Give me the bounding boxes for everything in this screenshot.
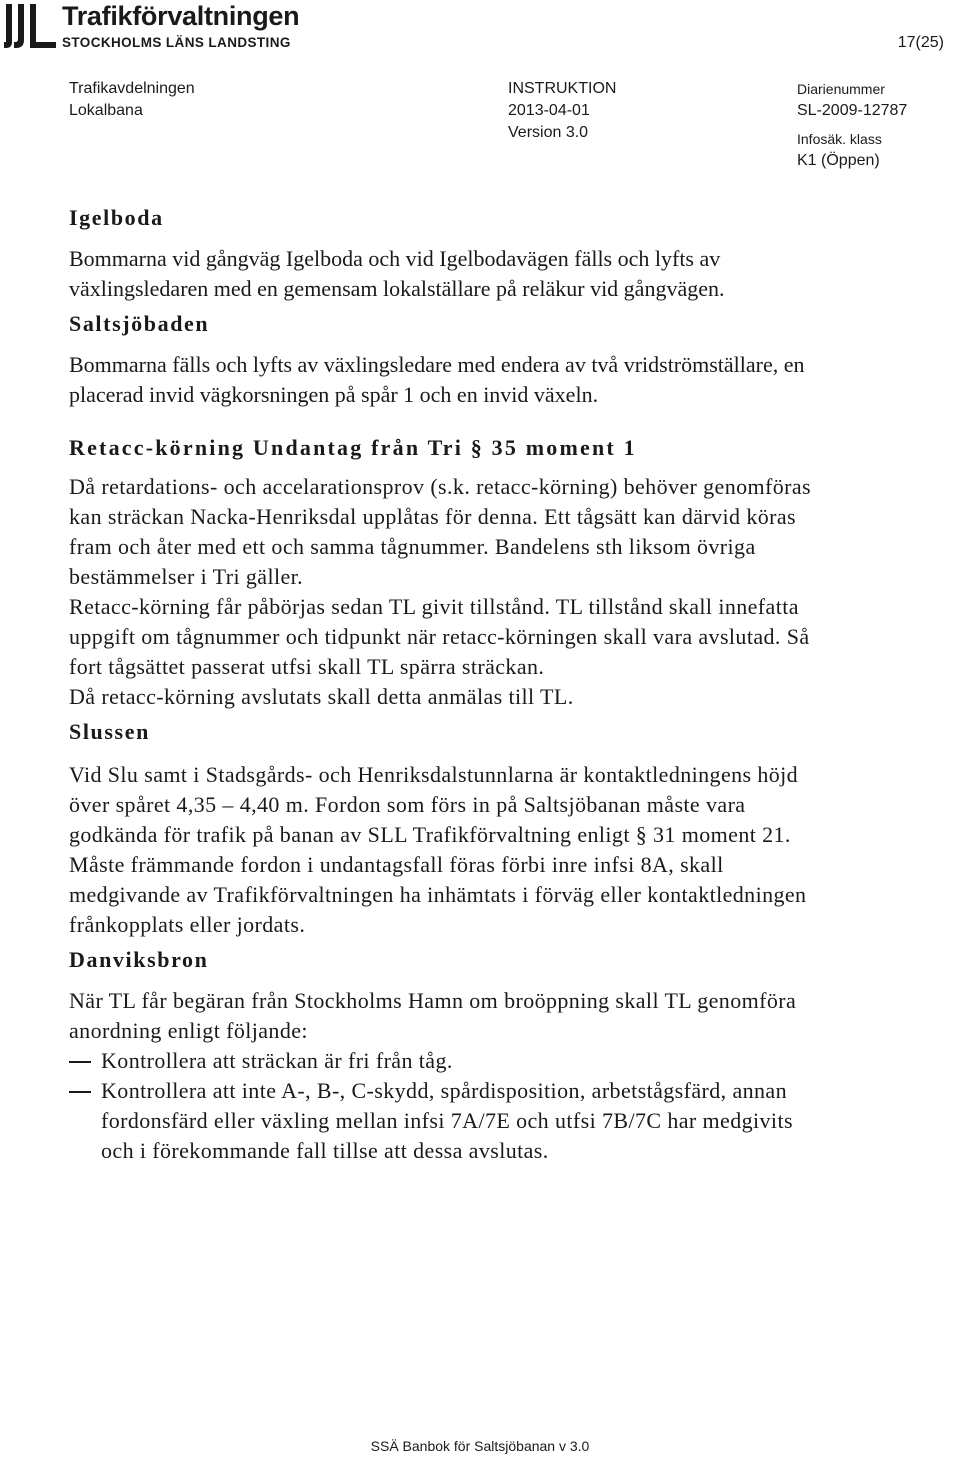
section-heading: Retacc-körning Undantag från Tri § 35 moment 1: [69, 435, 637, 460]
section-heading: Igelboda: [69, 205, 164, 230]
section-slussen: [69, 719, 829, 940]
organization-logo: [0, 0, 330, 56]
logo-subtitle: STOCKHOLMS LÄNS LANDSTING: [62, 35, 291, 50]
section-paragraph: Då retacc-körning avslutats skall detta anmälas till TL.: [69, 684, 574, 709]
department: Trafikavdelningen: [69, 80, 195, 97]
section-saltsjobaden: [69, 311, 829, 410]
document-type: INSTRUKTION: [508, 80, 617, 97]
document-date: 2013-04-01: [508, 102, 590, 119]
infosak-value: K1 (Öppen): [797, 152, 880, 169]
section-paragraph: Bommarna vid gångväg Igelboda och vid Igelbodavägen fälls och lyfts av växlingsledaren med en gemensam lokalställare på reläkur vid gångvägen.: [69, 246, 725, 301]
header-left-block: [69, 78, 195, 122]
section-heading: Danviksbron: [69, 947, 209, 972]
dash-list: [69, 1046, 829, 1166]
section-danviksbron: [69, 947, 829, 1166]
section-paragraph: Måste främmande fordon i undantagsfall föras förbi inre infsi 8A, skall medgivande av Trafikförvaltningen ha inhämtats i förväg eller kontaktledningen frånkopplats eller jordats.: [69, 852, 807, 937]
section-retacc: [69, 435, 829, 712]
header-middle-block: [508, 78, 616, 144]
section-paragraph: Då retardations- och accelarationsprov (s.k. retacc-körning) behöver genomföras kan sträckan Nacka-Henriksdal upplåtas för denna. Ett tågsätt kan därvid köras fram och åter med ett och samma tågnummer. Bandelens sth liksom övriga bestämmelser i Tri gäller.: [69, 474, 812, 589]
logo-title: Trafikförvaltningen: [62, 1, 300, 31]
header-right-block: [797, 78, 907, 172]
unit: Lokalbana: [69, 102, 143, 119]
infosak-label: Infosäk. klass: [797, 131, 882, 147]
logo-mark-icon: [2, 2, 58, 50]
section-igelboda: [69, 205, 829, 304]
page-number: 17(25): [897, 34, 944, 51]
diarienummer-label: Diarienummer: [797, 81, 885, 97]
section-heading: Slussen: [69, 719, 150, 744]
document-body: [69, 205, 829, 1166]
page-footer: SSÄ Banbok för Saltsjöbanan v 3.0: [370, 1438, 590, 1454]
section-paragraph: När TL får begäran från Stockholms Hamn om broöppning skall TL genomföra anordning enligt följande:: [69, 988, 797, 1043]
section-paragraph: Bommarna fälls och lyfts av växlingsledare med endera av två vridströmställare, en placerad invid vägkorsningen på spår 1 och en invid växeln.: [69, 352, 805, 407]
section-heading: Saltsjöbaden: [69, 311, 210, 336]
section-paragraph: Vid Slu samt i Stadsgårds- och Henriksdalstunnlarna är kontaktledningens höjd över spåret 4,35 – 4,40 m. Fordon som förs in på Saltsjöbanan måste vara godkända för trafik på banan av SLL Trafikförvaltning enligt § 31 moment 21.: [69, 762, 799, 847]
list-item: Kontrollera att inte A-, B-, C-skydd, spårdisposition, arbetstågsfärd, annan fordonsfärd eller växling mellan infsi 7A/7E och utfsi 7B/7C har medgivits och i förekommande fall tillse att dessa avslutas.: [69, 1076, 829, 1166]
section-paragraph: Retacc-körning får påbörjas sedan TL givit tillstånd. TL tillstånd skall innefatta uppgift om tågnummer och tidpunkt när retacc-körningen skall vara avslutad. Så fort tågsättet passerat utfsi skall TL spärra sträckan.: [69, 594, 810, 679]
diarienummer: SL-2009-12787: [797, 102, 908, 119]
document-version: Version 3.0: [508, 124, 589, 141]
list-item: Kontrollera att sträckan är fri från tåg.: [69, 1046, 829, 1076]
